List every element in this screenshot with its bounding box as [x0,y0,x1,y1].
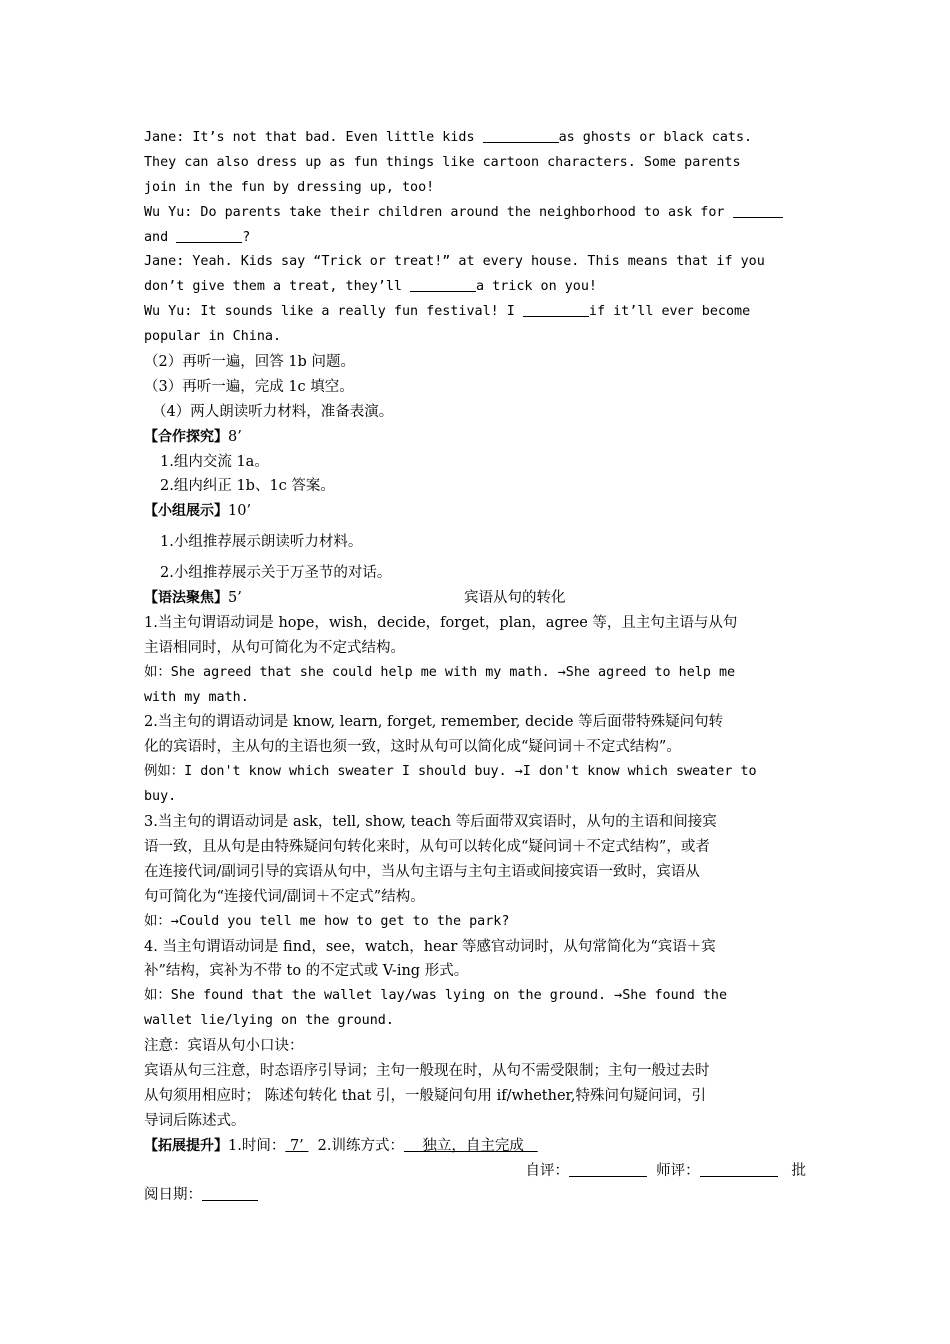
note-text: 从句须用相应时； 陈述句转化 that 引，一般疑问句用 if/whether,特殊问句疑问词，引 [144,1087,706,1104]
step-3: （3）再听一遍，完成 1c 填空。 [144,378,354,395]
dialogue-text: a trick on you! [476,279,597,295]
grammar-text: 4. 当主句谓语动词是 find，see，watch，hear 等感官动词时，从句常简化为“宾语＋宾 [144,938,716,955]
dialogue-line: Jane: Yeah. Kids say “Trick or treat!” at every house. This means that if you [144,254,765,270]
grammar-text: 句可简化为“连接代词/副词＋不定式”结构。 [144,888,425,905]
dialogue-text: as ghosts or black cats. [558,130,753,145]
section-time: 10’ [228,503,252,520]
grammar-example: buy. [144,789,177,805]
section-heading: 【拓展提升】 [144,1137,228,1154]
dialogue-text: ? [242,229,251,245]
section-heading: 【合作探究】 [144,428,228,445]
grammar-text: 化的宾语时，主从句的主语也须一致，这时从句可以简化成“疑问词＋不定式结构”。 [144,739,681,756]
method-value: 独立，自主完成 [403,1137,538,1154]
grammar-example: 如：→Could you tell me how to get to the park? [144,913,510,929]
grammar-text: 2.当主句的谓语动词是 know, learn, forget, remember, decide 等后面带特殊疑问句转 [144,714,724,731]
answer-blank[interactable] [176,226,242,243]
step-4: （4）两人朗读听力材料，准备表演。 [152,403,394,420]
self-eval-label: 自评： [525,1162,569,1179]
section-time: 8’ [228,428,242,445]
coop-item: 2.组内纠正 1b、1c 答案。 [160,478,335,495]
grammar-example: 例如：I don't know which sweater I should buy. →I don't know which sweater to [144,764,757,780]
grammar-text: 主语相同时，从句可简化为不定式结构。 [144,639,405,656]
dialogue-line [144,201,806,226]
teacher-eval-label: 师评： [656,1162,700,1179]
grammar-example: 如：She agreed that she could help me with my math. →She agreed to help me [144,664,736,680]
grammar-text: 1.当主句谓语动词是 hope，wish，decide，forget，plan，agree 等，且主句主语与从句 [144,614,738,631]
dialogue-text: and [144,229,177,245]
dialogue-text: if it’ll ever become [588,304,751,320]
dialogue-text: Wu Yu: Do parents take their children around the neighborhood to ask for [144,204,733,220]
grammar-text: 在连接代词/副词引导的宾语从句中，当从句主语与主句主语或间接宾语一致时，宾语从 [144,863,700,880]
answer-blank[interactable] [733,201,783,218]
note-text: 导词后陈述式。 [144,1112,246,1129]
dialogue-line [144,126,806,151]
time-label: 1.时间： [228,1137,286,1154]
show-heading [144,499,806,524]
grammar-heading [144,586,806,611]
dialogue-text: Jane: It’s not that bad. Even little kids [144,130,483,145]
answer-blank[interactable] [523,300,589,317]
dialogue-line [144,300,806,325]
section-heading: 【语法聚焦】 [144,590,228,607]
show-item: 2.小组推荐展示关于万圣节的对话。 [160,565,392,582]
grammar-text: 3.当主句的谓语动词是 ask，tell, show, teach 等后面带双宾语时，从句的主语和间接宾 [144,814,717,831]
review-date-line [144,1183,806,1208]
answer-blank[interactable] [483,126,559,143]
section-time: 5’ [228,590,242,607]
teacher-eval-blank[interactable] [700,1160,778,1177]
coop-item: 1.组内交流 1a。 [160,453,269,470]
grammar-example: 如：She found that the wallet lay/was lying on the ground. →She found the [144,988,728,1004]
coop-heading [144,425,806,450]
time-value: 7’ [285,1137,309,1154]
answer-blank[interactable] [410,275,476,292]
show-item: 1.小组推荐展示朗读听力材料。 [160,534,363,551]
grammar-example: with my math. [144,689,249,705]
document-content [144,126,806,1208]
section-heading: 【小组展示】 [144,503,228,520]
dialogue-text: don’t give them a treat, they’ll [144,279,411,295]
dialogue-text: Wu Yu: It sounds like a really fun festival! I [144,304,523,320]
review-date-blank[interactable] [202,1184,258,1201]
dialogue-line [144,275,806,300]
grammar-title: 宾语从句的转化 [464,590,566,607]
grammar-example: wallet lie/lying on the ground. [144,1013,394,1029]
dialogue-line: join in the fun by dressing up, too! [144,179,435,195]
dialogue-line: They can also dress up as fun things like cartoon characters. Some parents [144,154,741,170]
method-label: 2.训练方式： [308,1137,404,1154]
dialogue-line: popular in China. [144,329,282,345]
step-2: （2）再听一遍，回答 1b 问题。 [144,354,355,371]
note-text: 宾语从句三注意，时态语序引导词；主句一般现在时，从句不需受限制；主句一般过去时 [144,1062,710,1079]
evaluation-line [144,1159,806,1184]
grammar-text: 语一致，且从句是由特殊疑问句转化来时，从句可以转化成“疑问词＋不定式结构”，或者 [144,838,710,855]
review-label-start: 批 [791,1162,806,1179]
extend-heading [144,1134,806,1159]
note-label: 注意：宾语从句小口诀： [144,1038,304,1055]
review-date-label: 阅日期： [144,1187,202,1204]
self-eval-blank[interactable] [569,1160,647,1177]
grammar-text: 补”结构，宾补为不带 to 的不定式或 V-ing 形式。 [144,963,469,980]
dialogue-line [144,226,806,251]
